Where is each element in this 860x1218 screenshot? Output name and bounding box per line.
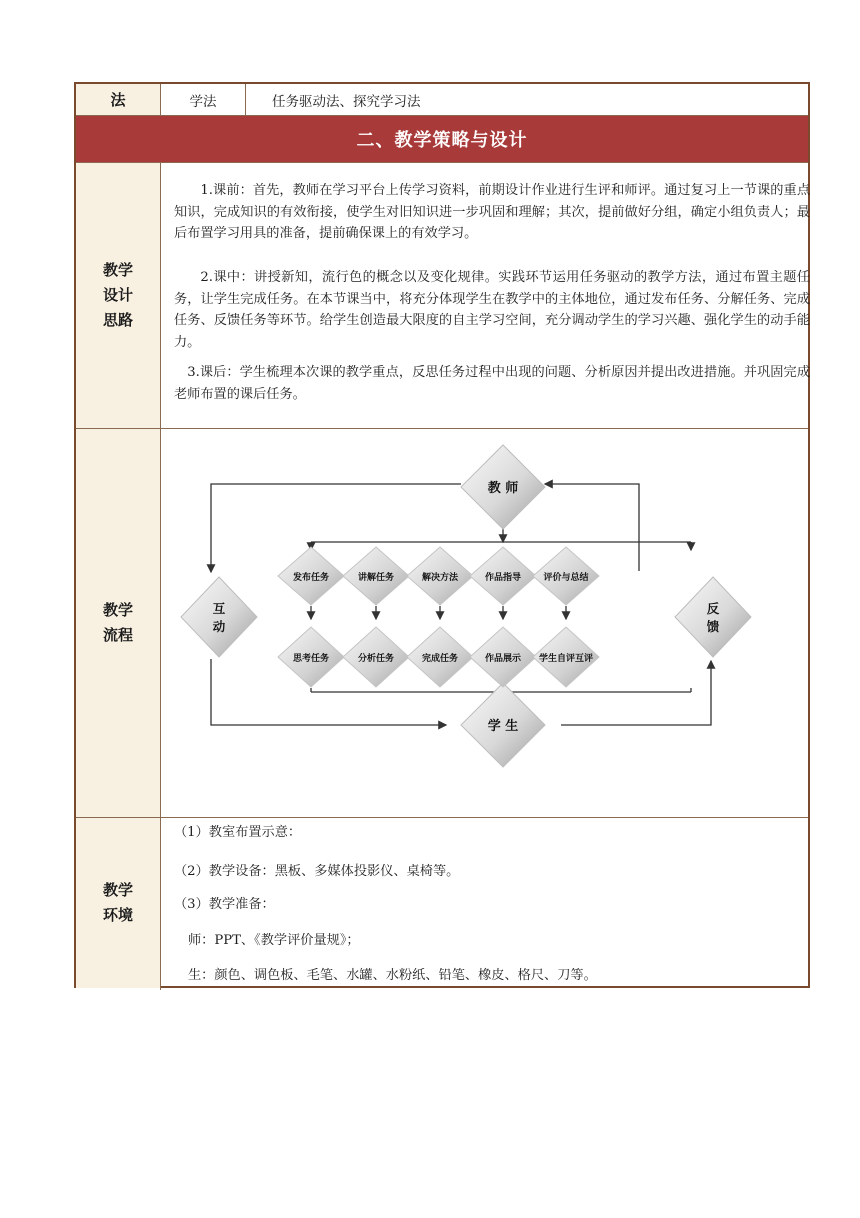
bottom-row-label: 完成任务 [421,654,459,664]
design-paragraph-1: 1.课前：首先，教师在学习平台上传学习资料，前期设计作业进行生评和师评。通过复习上一节课的重点知识，完成知识的有效衔接，使学生对旧知识进一步巩固和理解；其次，提前做好分组，确定小组负责人；最后布置学习用具的准备，提前确保课上的有效学习。 [174,183,810,241]
top-row-nodes [278,547,599,605]
bottom-row-label: 学生自评互评 [538,654,594,664]
section-title-banner [76,116,808,162]
row-divider [76,162,808,163]
flow-connectors [211,484,711,725]
method-sub-label-text: 学法 [189,94,217,110]
design-rationale-label [76,163,160,428]
method-value [272,84,792,116]
bottom-row-nodes [278,627,599,687]
design-label-line: 设计 [102,286,133,304]
method-divider-1 [160,84,161,116]
design-paragraph-3: 3.课后：学生梳理本次课的教学重点，反思任务过程中出现的问题、分析原因并提出改进措施。并巩固完成老师布置的课后任务。 [174,365,810,402]
teaching-flow-diagram [161,429,810,817]
interaction-node [181,577,257,657]
env-item: 生：颜色、调色板、毛笔、水罐、水粉纸、铅笔、橡皮、格尺、刀等。 [188,968,597,983]
method-sub-label [161,84,245,116]
teaching-environment-label [76,818,160,988]
design-paragraph-2: 2.课中：讲授新知，流行色的概念以及变化规律。实践环节运用任务驱动的教学方法，通过布置主题任务，让学生完成任务。在本节课当中，将充分体现学生在教学中的主体地位，通过发布任务、分解任务、完成任务、反馈任务等环节。给学生创造最大限度的自主学习空间，充分调动学生的学习兴趣、强化学生的动手能力。 [174,270,810,350]
lesson-plan-table [74,82,810,988]
design-label-line: 思路 [102,311,133,329]
flow-label-line: 流程 [102,626,133,644]
bottom-row-label: 作品展示 [484,654,522,664]
student-node [461,683,545,767]
flow-label-line: 教学 [102,601,133,619]
column-arrows [311,606,566,619]
teaching-flow-label [76,429,160,817]
top-row-label: 发布任务 [292,573,330,583]
teacher-node-label: 教 师 [487,481,519,496]
top-row-label: 评价与总结 [543,573,589,583]
env-item: （2）教学设备：黑板、多媒体投影仪、桌椅等。 [174,864,460,879]
env-item: （1）教室布置示意： [174,825,302,840]
interaction-label: 互 [212,601,226,616]
teacher-node [461,445,545,529]
method-row-label [76,84,160,116]
bottom-row-label: 思考任务 [292,654,330,664]
row-divider [76,817,808,818]
env-label-line: 教学 [102,881,133,899]
env-label-line: 环境 [102,906,133,924]
method-divider-2 [245,84,246,116]
interaction-label: 动 [212,619,226,634]
method-value-text: 任务驱动法、探究学习法 [272,94,421,110]
student-node-label: 学 生 [487,719,519,734]
top-row-label: 解决方法 [421,573,459,583]
env-item: （3）教学准备： [174,897,275,912]
env-item: 师：PPT、《教学评价量规》； [188,933,360,948]
section-title: 二、教学策略与设计 [356,130,528,151]
bottom-row-label: 分析任务 [357,654,395,664]
feedback-label: 反 [706,601,720,616]
top-row-label: 作品指导 [484,573,522,583]
design-label-line: 教学 [102,261,133,279]
top-row-label: 讲解任务 [357,573,395,583]
feedback-node [675,577,751,657]
feedback-label: 馈 [706,619,720,634]
method-row-label-text: 法 [110,90,126,109]
